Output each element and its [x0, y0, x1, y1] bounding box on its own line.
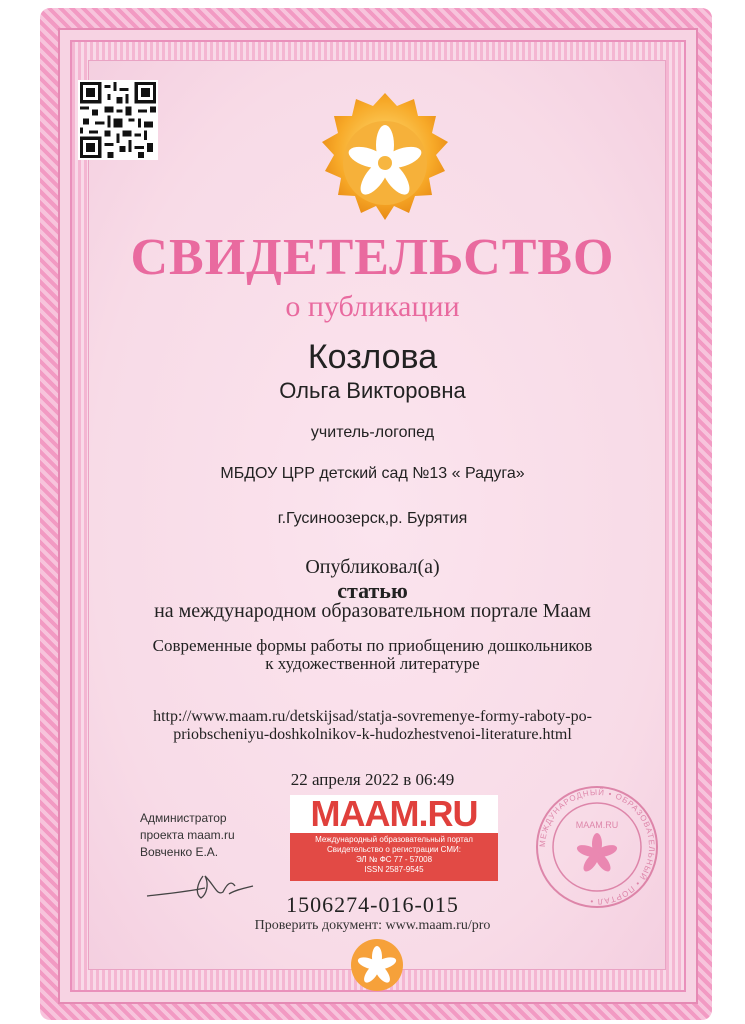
verify-link[interactable]: Проверить документ: www.maam.ru/pro: [254, 918, 491, 933]
medal-flower-icon: [300, 88, 470, 238]
logo-line4: ISSN 2587-9545: [364, 865, 424, 874]
article-url-line2: priobscheniyu-doshkolnikov-k-hudozhestvenoi-literature.html: [173, 726, 572, 743]
publication-date: 22 апреля 2022 в 06:49: [290, 770, 455, 789]
recipient-city: г.Гусиноозерск,р. Бурятия: [277, 510, 468, 527]
article-title-line2: к художественной литературе: [265, 654, 480, 673]
qr-code: [78, 80, 158, 160]
publication-portal: на международном образовательном портале Маам: [154, 600, 591, 622]
stamp-center-text: МААМ.RU: [575, 820, 619, 830]
stamp-ring-text: МЕЖДУНАРОДНЫЙ • ОБРАЗОВАТЕЛЬНЫЙ • ПОРТАЛ •: [537, 787, 657, 907]
article-title-line1: Современные формы работы по приобщению дошкольников: [152, 636, 593, 655]
article-url[interactable]: [0, 708, 745, 744]
certificate-title: СВИДЕТЕЛЬСТВО: [130, 229, 615, 286]
recipient-organization: МБДОУ ЦРР детский сад №13 « Радуга»: [220, 465, 525, 482]
recipient-name: Ольга Викторовна: [279, 378, 466, 403]
logo-text: MAAM.RU: [310, 793, 478, 834]
admin-line2: проекта maam.ru: [140, 828, 235, 842]
logo-line2: Свидетельство о регистрации СМИ:: [326, 845, 462, 854]
article-title: [0, 637, 745, 673]
recipient-surname: Козлова: [307, 338, 438, 376]
admin-line1: Администратор: [140, 811, 227, 825]
publication-type: статью: [337, 578, 408, 603]
logo-line3: ЭЛ № ФС 77 - 57008: [355, 855, 433, 864]
logo-registration-box: [290, 833, 498, 881]
certificate-number: 1506274-016-015: [286, 892, 459, 917]
published-label: Опубликовал(а): [305, 556, 440, 578]
admin-block: [140, 810, 235, 861]
article-url-line1: http://www.maam.ru/detskijsad/statja-sovremenye-formy-raboty-po-: [153, 708, 592, 725]
logo-line1: Международный образовательный портал: [315, 835, 473, 844]
maam-logo: [290, 795, 498, 883]
bottom-flower-icon: [350, 938, 404, 992]
recipient-position: учитель-логопед: [310, 424, 435, 441]
certificate-subtitle: о публикации: [285, 290, 460, 323]
admin-line3: Вовченко Е.А.: [140, 845, 219, 859]
